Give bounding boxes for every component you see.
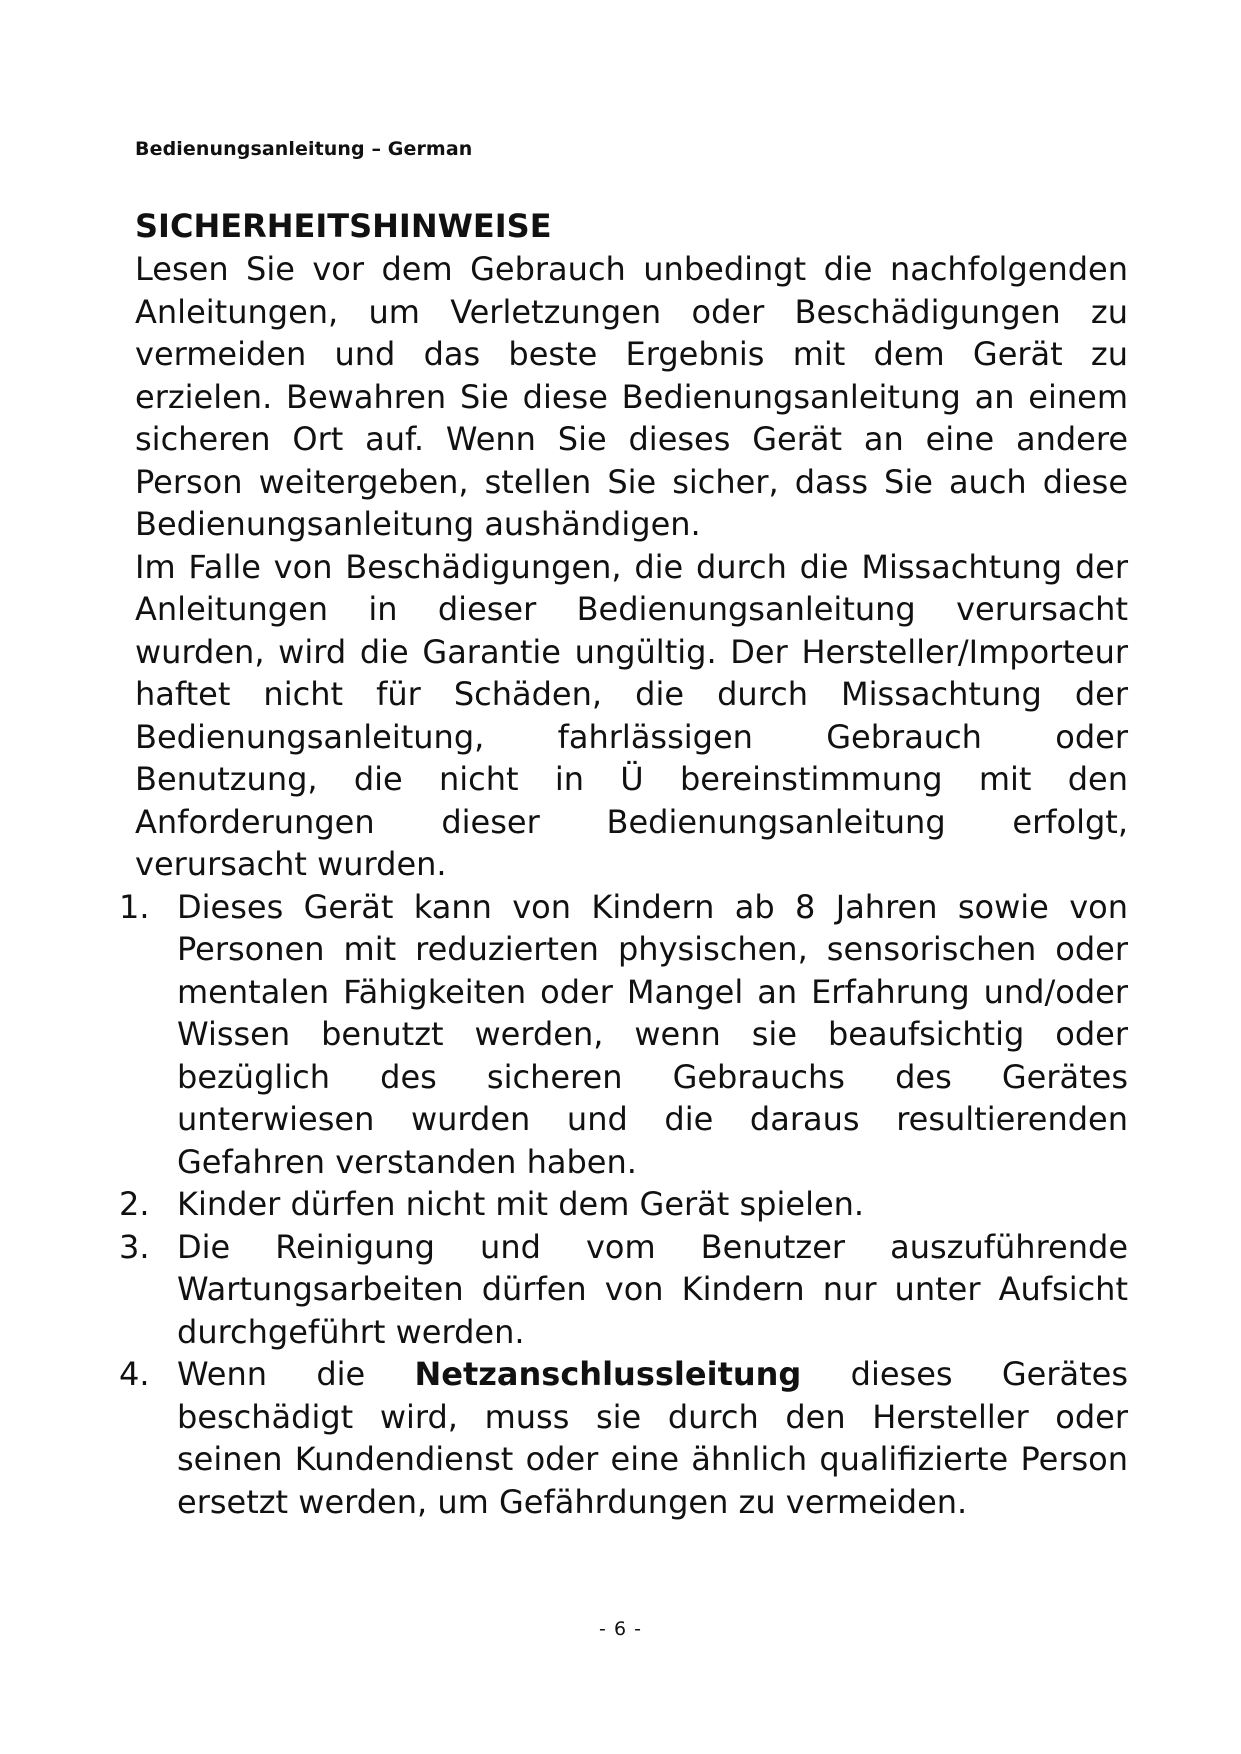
list-item-text: Dieses Gerät kann von Kindern ab 8 Jahren sowie von Personen mit reduzierten physischen, sensorischen oder mentalen Fähigkeiten oder Mangel an Erfahrung und/oder Wissen benutzt werden, wenn sie beaufsichtig oder bezüglich des sicheren Gebrauchs des Gerätes unterwiesen wurden und die daraus resultierenden Gefahren verstanden haben. bbox=[177, 887, 1128, 1181]
list-item-text bbox=[177, 1353, 1128, 1523]
safety-list bbox=[119, 886, 1128, 1524]
list-item-number: 1. bbox=[119, 887, 150, 926]
list-item-text: Die Reinigung und vom Benutzer auszuführende Wartungsarbeiten dürfen von Kindern nur unter Aufsicht durchgeführt werden. bbox=[177, 1227, 1128, 1351]
list-item-number: 2. bbox=[119, 1185, 150, 1223]
power-cord-term: Netzanschlussleitung bbox=[414, 1355, 802, 1393]
document-header-label: Bedienungsanleitung – German bbox=[135, 138, 473, 160]
list-item-number: 3. bbox=[119, 1227, 150, 1266]
page-number: - 6 - bbox=[599, 1618, 642, 1640]
intro-paragraph: Lesen Sie vor dem Gebrauch unbedingt die nachfolgenden Anleitungen, um Verletzungen oder Beschädigungen zu vermeiden und das beste Ergebnis mit dem Gerät zu erzielen. Bewahren Sie diese Bedienungsanleitung an einem sicheren Ort auf. Wenn Sie dieses Gerät an eine andere Person weitergeben, stellen Sie sicher, dass Sie auch diese Bedienungsanleitung aushändigen. bbox=[135, 250, 1128, 543]
list-item-text: Kinder dürfen nicht mit dem Gerät spielen. bbox=[177, 1185, 865, 1223]
list-item bbox=[119, 1183, 1128, 1226]
list-item bbox=[119, 1353, 1128, 1523]
list-item-text-start: Wenn die bbox=[177, 1355, 415, 1393]
list-item-number: 4. bbox=[119, 1355, 150, 1393]
warranty-paragraph: Im Falle von Beschädigungen, die durch die Missachtung der Anleitungen in dieser Bedienungsanleitung verursacht wurden, wird die Garantie ungültig. Der Hersteller/Importeur haftet nicht für Schäden, die durch Missachtung der Bedienungsanleitung, fahrlässigen Gebrauch oder Benutzung, die nicht in Ü bereinstimmung mit den Anforderungen dieser Bedienungsanleitung erfolgt, verursacht wurden. bbox=[135, 547, 1128, 883]
section-title: SICHERHEITSHINWEISE bbox=[135, 207, 552, 245]
list-item bbox=[119, 886, 1128, 1184]
list-item bbox=[119, 1226, 1128, 1354]
list-item-text-end: dieses Gerätes beschädigt wird, muss sie durch den Hersteller oder seinen Kundendienst oder eine ähnlich qualifizierte Person ersetzt werden, um Gefährdungen zu vermeiden. bbox=[177, 1355, 1128, 1521]
safety-section bbox=[119, 204, 1128, 1523]
